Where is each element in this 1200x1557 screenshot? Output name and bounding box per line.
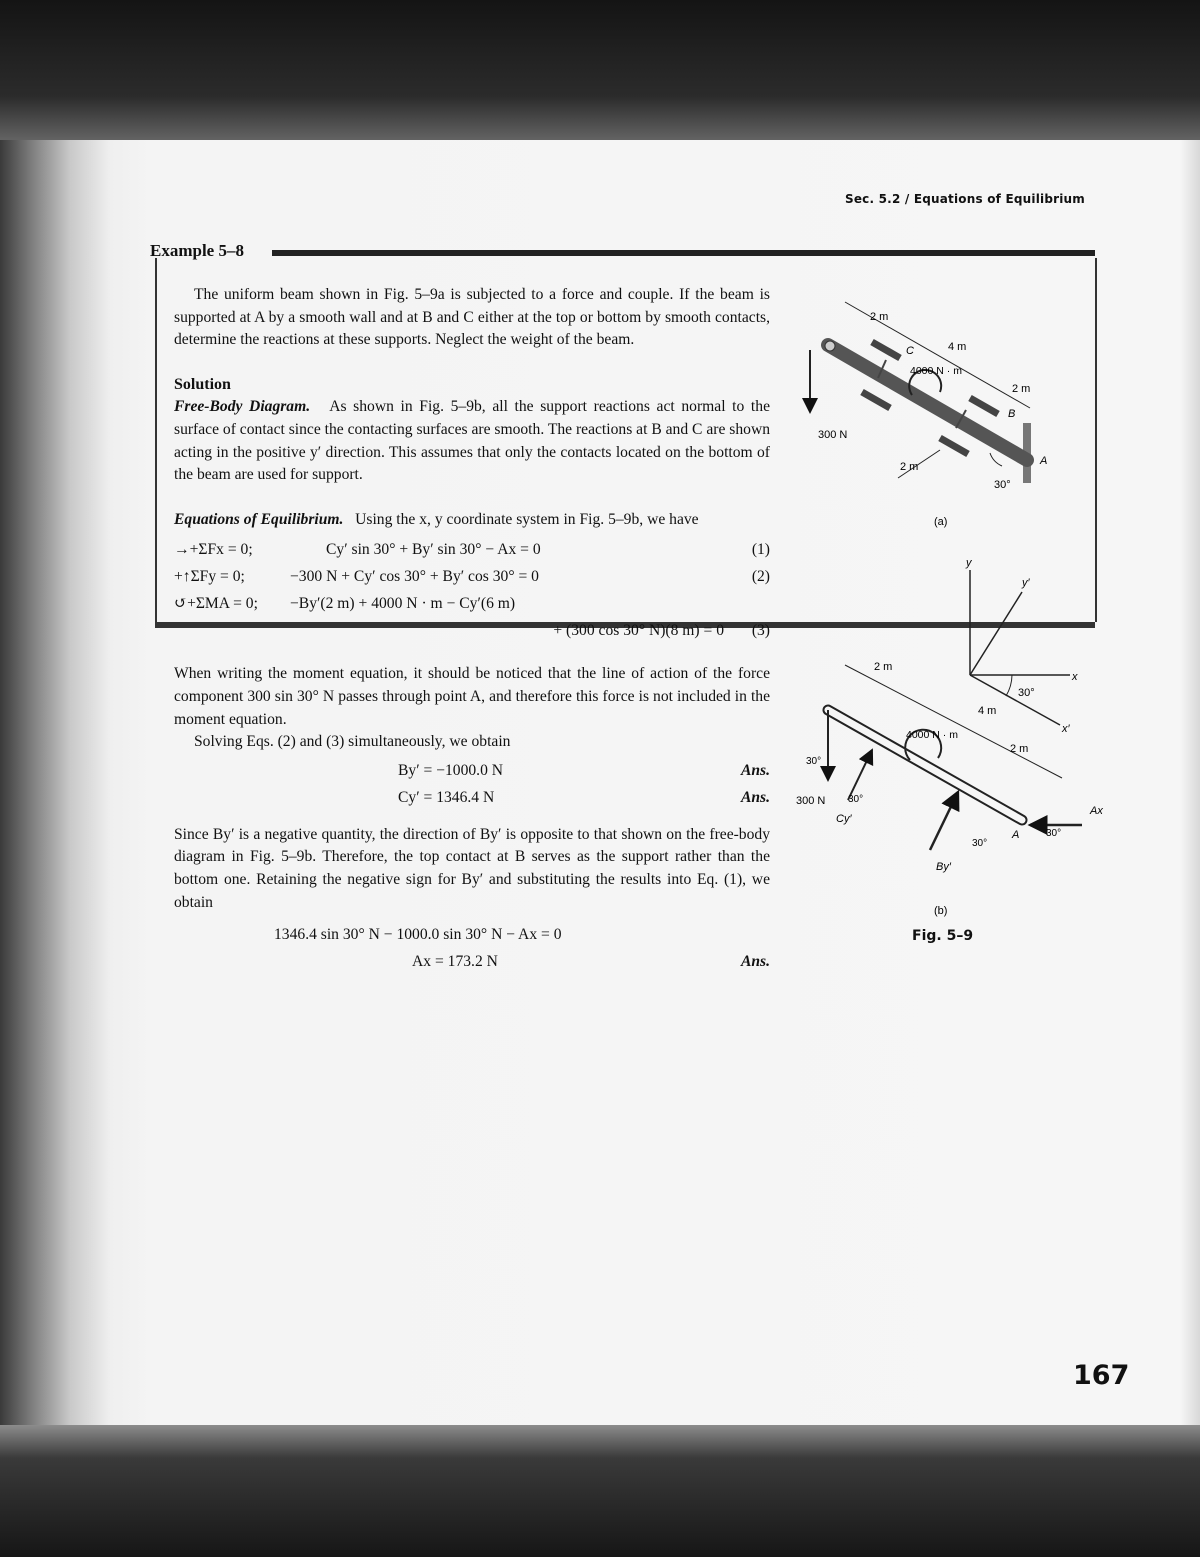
axis-x-prime	[970, 675, 1060, 725]
moment-label-a: 4000 N · m	[910, 365, 962, 377]
force-b-arrow	[930, 792, 958, 850]
part-a-label: (a)	[934, 516, 948, 528]
answer-row	[174, 787, 770, 814]
intro-paragraph: The uniform beam shown in Fig. 5–9a is subjected to a force and couple. If the beam is supported at A by a smooth wall and at B and C either at the top or bottom by smooth contacts, determine the reactions at these supports. Neglect the weight of the beam.	[174, 286, 770, 349]
solving-paragraph: Solving Eqs. (2) and (3) simultaneously, we obtain	[194, 733, 511, 751]
final-answer-label: Ans.	[740, 953, 770, 971]
angle-label-a: 30°	[994, 479, 1011, 491]
dim-2m-right-a: 2 m	[1012, 383, 1031, 395]
contact-c-bottom	[862, 392, 890, 408]
figure-5-9	[790, 270, 1130, 950]
equation-lhs: →+ΣFx = 0;	[174, 541, 253, 559]
equation-expr: + (300 cos 30° N)(8 m) = 0	[553, 622, 724, 640]
running-head: Sec. 5.2 / Equations of Equilibrium	[845, 192, 1085, 206]
equation-lhs: +↑ΣFy = 0;	[174, 568, 245, 586]
dim-4m-a: 4 m	[948, 341, 967, 353]
axis-y-prime	[970, 592, 1022, 675]
figure-part-b	[796, 557, 1103, 917]
axis-angle-arc	[1006, 675, 1012, 696]
answer-expr: Cy′ = 1346.4 N	[398, 788, 495, 806]
angle-label-b-2: 30°	[848, 794, 864, 805]
moment-note-paragraph: When writing the moment equation, it should be noticed that the line of action of the force component 300 sin 30° N passes through point A, and therefore this force is not included in the moment equation.	[174, 665, 770, 728]
part-b-label: (b)	[934, 905, 948, 917]
scan-shadow-bottom	[0, 1425, 1200, 1557]
page-number: 167	[1073, 1360, 1130, 1391]
dim-4m-b: 4 m	[978, 705, 997, 717]
load-label-b: 300 N	[796, 795, 826, 807]
dim-2m-bottom-a: 2 m	[900, 461, 919, 473]
example-text	[174, 284, 770, 978]
equation-row	[174, 593, 770, 620]
since-paragraph: Since By′ is a negative quantity, the direction of By′ is opposite to that shown on the free-body diagram in Fig. 5–9b. Therefore, the top contact at B serves as the support rather than the bottom one. Retaining the negative sign for By′ and substituting the results into Eq. (1), we obtain	[174, 825, 770, 911]
figure-caption: Fig. 5–9	[912, 928, 974, 944]
equation-row	[174, 539, 770, 566]
axis-angle-label: 30°	[1018, 687, 1035, 699]
equation-row	[174, 566, 770, 593]
point-a-label-b: A	[1012, 829, 1020, 841]
fbd-label: Free-Body Diagram.	[174, 398, 311, 416]
point-a-label-a: A	[1040, 455, 1048, 467]
answer-block	[174, 760, 770, 814]
equation-expr: −By′(2 m) + 4000 N · m − Cy′(6 m)	[290, 595, 516, 613]
moment-label-b: 4000 N · m	[906, 729, 958, 741]
angle-label-b-1: 30°	[806, 756, 822, 767]
final-equation: 1346.4 sin 30° N − 1000.0 sin 30° N − Ax = 0	[274, 926, 562, 944]
contact-b-top	[970, 398, 998, 414]
force-a-label: Ax	[1090, 805, 1103, 817]
dim-2m-left-b: 2 m	[874, 661, 893, 673]
fbd-paragraph	[174, 396, 770, 486]
equation-lhs: ↺+ΣMA = 0;	[174, 595, 258, 613]
dim-2m-right-b: 2 m	[1010, 743, 1029, 755]
axis-y-prime-label: y′	[1022, 577, 1030, 589]
final-equations	[174, 924, 770, 978]
axis-x-prime-label: x′	[1062, 723, 1070, 735]
force-c-label: Cy′	[836, 813, 852, 825]
beam-end-pin	[825, 341, 835, 351]
example-title: Example 5–8	[150, 241, 244, 260]
final-equation-row	[174, 924, 770, 951]
fbd-text: As shown in Fig. 5–9b, all the support reactions act normal to the surface of contact since the contacting surfaces are smooth. The reactions at B and C are shown acting in the positive y′ direction. This assumes that only the contacts located on the bottom of the beam are used for support.	[174, 398, 770, 484]
force-c-arrow	[848, 750, 872, 800]
point-c-label-a: C	[906, 345, 914, 357]
equilibrium-label: Equations of Equilibrium.	[174, 510, 344, 528]
equation-number: (1)	[751, 541, 770, 559]
equation-block	[174, 539, 770, 647]
answer-expr: By′ = −1000.0 N	[398, 761, 504, 779]
dimension-line-b	[845, 665, 1062, 778]
beam-a	[828, 345, 1027, 460]
dim-2m-left-a: 2 m	[870, 311, 889, 323]
title-rule	[272, 250, 1095, 256]
axis-x-label: x	[1072, 671, 1078, 683]
equation-number: (2)	[751, 568, 770, 586]
equilibrium-paragraph	[174, 509, 770, 532]
contact-c-top	[872, 342, 900, 358]
answer-row	[174, 760, 770, 787]
equilibrium-text: Using the x, y coordinate system in Fig. 5–9b, we have	[355, 510, 699, 528]
equation-expr: −300 N + Cy′ cos 30° + By′ cos 30° = 0	[290, 568, 539, 586]
load-label-a: 300 N	[818, 429, 848, 441]
final-answer-row	[174, 951, 770, 978]
axis-y-label: y	[966, 557, 972, 569]
force-b-label: By′	[936, 861, 951, 873]
final-answer-expr: Ax = 173.2 N	[412, 953, 498, 971]
answer-label: Ans.	[740, 761, 770, 779]
point-b-label-a: B	[1008, 408, 1016, 420]
answer-label: Ans.	[740, 788, 770, 806]
angle-label-b-3: 30°	[972, 838, 988, 849]
figure-part-a	[810, 302, 1047, 528]
equation-number: (3)	[751, 622, 770, 640]
solution-heading: Solution	[174, 375, 231, 393]
equation-row	[174, 620, 770, 647]
angle-arc-a	[990, 453, 1002, 466]
angle-label-b-4: 30°	[1046, 828, 1062, 839]
contact-b-bottom	[940, 438, 968, 454]
equation-expr: Cy′ sin 30° + By′ sin 30° − Ax = 0	[326, 541, 541, 559]
